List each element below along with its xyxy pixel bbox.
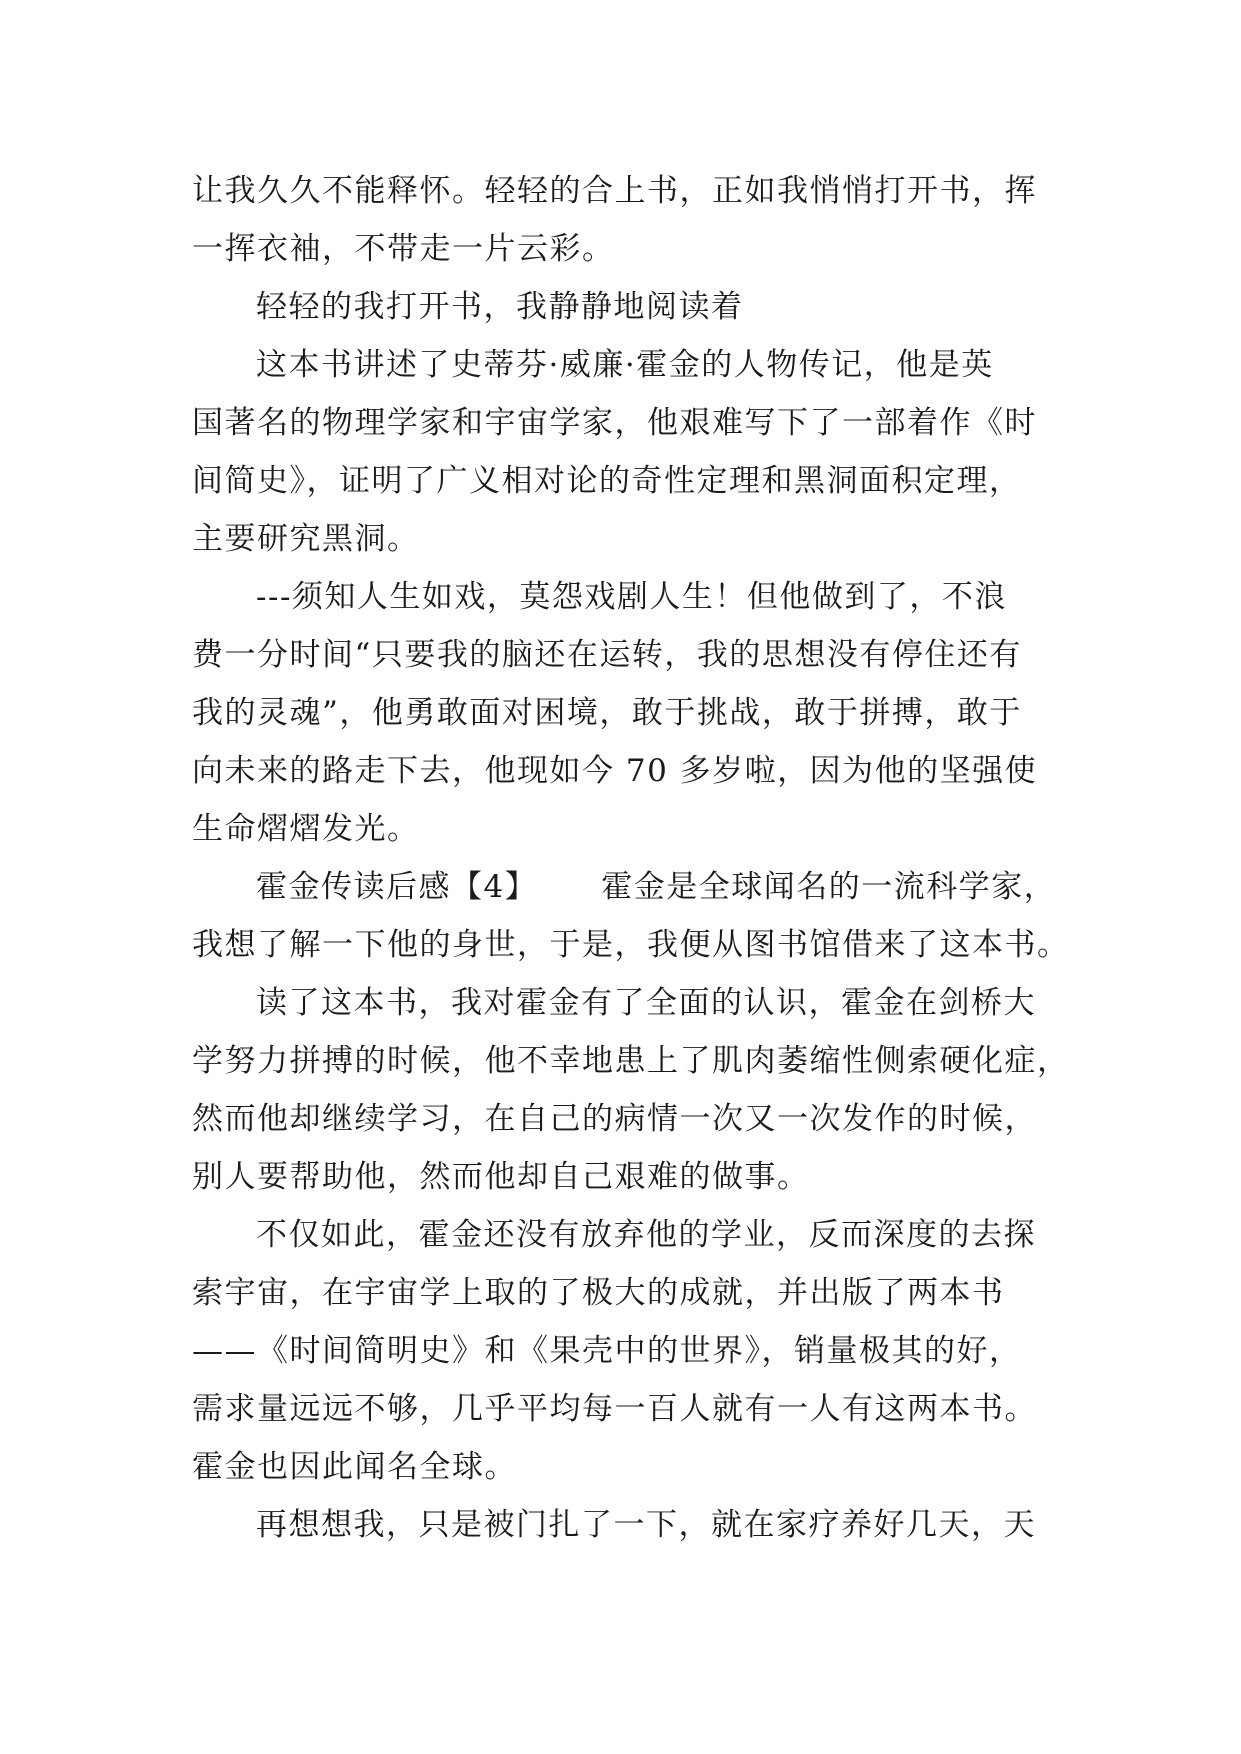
text-line [192,858,1072,916]
text-line: 别人要帮助他，然而他却自己艰难的做事。 [192,1159,810,1195]
paragraph [192,974,1072,1206]
text-line: 国著名的物理学家和宇宙学家，他艰难写下了一部着作《时 [192,405,1037,441]
paragraph [192,162,1072,278]
text-line: 主要研究黑洞。 [192,521,420,557]
paragraph [192,858,1072,974]
text-line: 不仅如此，霍金还没有放弃他的学业，反而深度的去探 [256,1217,1036,1253]
paragraph [192,336,1072,568]
document-body [192,162,1072,1554]
text-line: ---须知人生如戏，莫怨戏剧人生！但他做到了，不浪 [256,579,1007,615]
text-line: 我想了解一下他的身世，于是，我便从图书馆借来了这本书。 [192,927,1070,963]
paragraph [192,1496,1072,1554]
text-line: 再想想我，只是被门扎了一下，就在家疗养好几天，天 [256,1507,1036,1543]
text-line: 轻轻的我打开书，我静静地阅读着 [256,289,744,325]
text-line: 读了这本书，我对霍金有了全面的认识，霍金在剑桥大 [256,985,1036,1021]
text-line: 这本书讲述了史蒂芬·威廉·霍金的人物传记，他是英 [256,347,994,383]
text-line: 然而他却继续学习，在自己的病情一次又一次发作的时候， [192,1101,1037,1137]
section-heading: 霍金传读后感【4】 [256,869,538,905]
text-segment: 霍金是全球闻名的一流科学家， [601,869,1057,905]
text-line: 间简史》，证明了广义相对论的奇性定理和黑洞面积定理， [192,463,1022,499]
text-line: 一挥衣袖，不带走一片云彩。 [192,231,615,267]
text-line: 索宇宙，在宇宙学上取的了极大的成就，并出版了两本书 [192,1275,1005,1311]
paragraph [192,278,1072,336]
paragraph [192,1206,1072,1496]
text-line: 费一分时间“只要我的脑还在运转，我的思想没有停住还有 [192,637,1022,673]
text-line: 需求量远远不够，几乎平均每一百人就有一人有这两本书。 [192,1391,1037,1427]
text-line: 生命熠熠发光。 [192,811,420,847]
text-line: 我的灵魂”，他勇敢面对困境，敢于挑战，敢于拼搏，敢于 [192,695,1022,731]
paragraph [192,568,1072,858]
text-line: 让我久久不能释怀。轻轻的合上书，正如我悄悄打开书，挥 [192,173,1037,209]
text-line: 霍金也因此闻名全球。 [192,1449,517,1485]
text-line: ——《时间简明史》和《果壳中的世界》，销量极其的好， [192,1333,1022,1369]
text-line: 向未来的路走下去，他现如今 70 多岁啦，因为他的坚强使 [192,753,1038,789]
text-line: 学努力拼搏的时候，他不幸地患上了肌肉萎缩性侧索硬化症， [192,1043,1070,1079]
